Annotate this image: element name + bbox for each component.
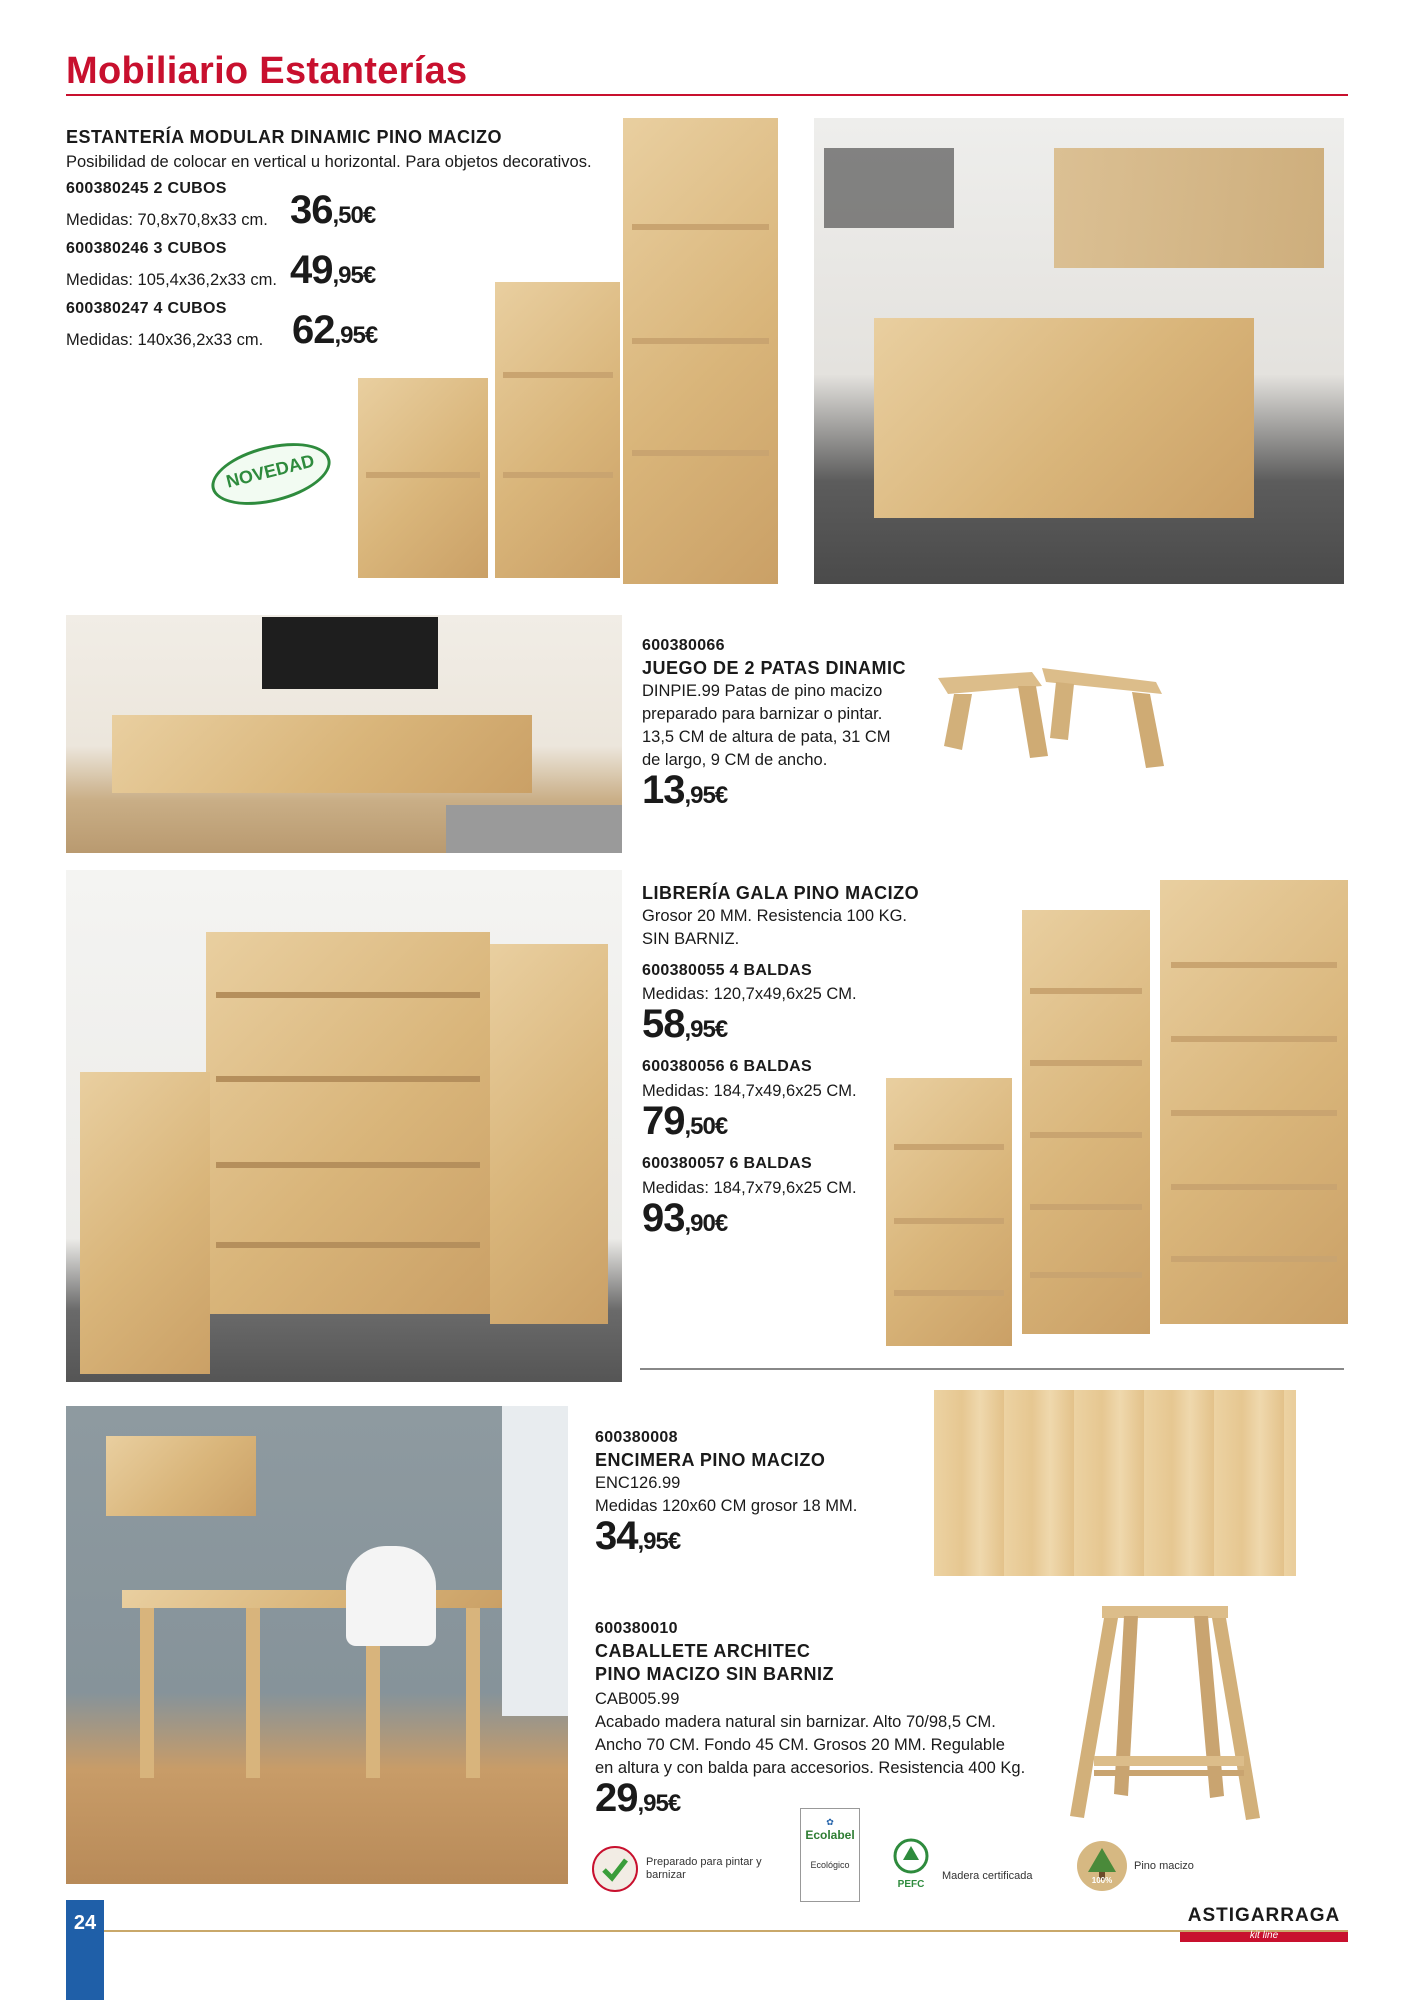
- trestle-image: [1064, 1596, 1296, 1826]
- product3-variant3-code: 600380057 6 BALDAS: [642, 1155, 812, 1172]
- product3-name: LIBRERÍA GALA PINO MACIZO: [642, 883, 920, 903]
- shelf-2-cubes-image: [358, 378, 488, 578]
- product2-desc-line3: 13,5 CM de altura de pata, 31 CM: [642, 728, 891, 746]
- desk-scene-photo: [66, 1406, 568, 1884]
- product1-variant2-size: Medidas: 105,4x36,2x33 cm.: [66, 271, 277, 289]
- shelf-3-cubes-image: [495, 282, 620, 578]
- legs-product-image: [932, 660, 1172, 790]
- brand-tagline: kit line: [1249, 1930, 1279, 1941]
- product3-variant1-size: Medidas: 120,7x49,6x25 CM.: [642, 985, 857, 1003]
- product3-variant2-code: 600380056 6 BALDAS: [642, 1058, 812, 1075]
- certified-wood-label: Madera certificada: [942, 1870, 1033, 1882]
- product1-variant1-size: Medidas: 70,8x70,8x33 cm.: [66, 211, 268, 229]
- section-divider: [640, 1368, 1344, 1370]
- pefc-icon: PEFC: [888, 1838, 934, 1892]
- product2-desc-line4: de largo, 9 CM de ancho.: [642, 751, 828, 769]
- page-number: 24: [66, 1900, 104, 2000]
- bookcase-6-shelves-wide-image: [1160, 880, 1348, 1324]
- product1-variant3-price: 62,95€: [292, 308, 378, 352]
- product2-price: 13,95€: [642, 768, 728, 812]
- product3-variant2-price: 79,50€: [642, 1099, 728, 1143]
- product3-variant2-size: Medidas: 184,7x49,6x25 CM.: [642, 1082, 857, 1100]
- solid-pine-label: Pino macizo: [1134, 1860, 1194, 1872]
- product5-name-line1: CABALLETE ARCHITEC: [595, 1641, 811, 1661]
- product1-variant2-code: 600380246 3 CUBOS: [66, 240, 227, 257]
- product4-desc-line1: ENC126.99: [595, 1474, 681, 1492]
- shelf-4-cubes-image: [623, 118, 778, 584]
- shop-scene-photo: [814, 118, 1344, 584]
- product5-desc-line4: en altura y con balda para accesorios. Resistencia 400 Kg.: [595, 1759, 1026, 1777]
- product3-variant1-price: 58,95€: [642, 1002, 728, 1046]
- product3-variant3-price: 93,90€: [642, 1196, 728, 1240]
- product5-price: 29,95€: [595, 1776, 681, 1820]
- product5-desc-line2: Acabado madera natural sin barnizar. Alto 70/98,5 CM.: [595, 1713, 996, 1731]
- product1-variant1-price: 36,50€: [290, 188, 376, 232]
- product4-name: ENCIMERA PINO MACIZO: [595, 1450, 826, 1470]
- title-divider: [66, 94, 1348, 96]
- pantry-shelving-photo: [66, 870, 622, 1382]
- brand-logo: ASTIGARRAGA: [1187, 1905, 1341, 1926]
- product5-desc-line3: Ancho 70 CM. Fondo 45 CM. Grosos 20 MM. Regulable: [595, 1736, 1005, 1754]
- countertop-image: [934, 1390, 1296, 1576]
- product1-variant3-size: Medidas: 140x36,2x33 cm.: [66, 331, 264, 349]
- product1-variant1-code: 600380245 2 CUBOS: [66, 180, 227, 197]
- novedad-badge: NOVEDAD: [205, 432, 337, 516]
- footer-rule: [104, 1930, 1348, 1932]
- bookcase-4-shelves-image: [886, 1078, 1012, 1346]
- product3-desc-line2: SIN BARNIZ.: [642, 930, 740, 948]
- product1-variant3-code: 600380247 4 CUBOS: [66, 300, 227, 317]
- product2-desc-line1: DINPIE.99 Patas de pino macizo: [642, 682, 883, 700]
- product2-name: JUEGO DE 2 PATAS DINAMIC: [642, 658, 907, 678]
- ecolabel-icon: ✿ Ecolabel Ecológico: [800, 1808, 860, 1902]
- product5-name-line2: PINO MACIZO SIN BARNIZ: [595, 1664, 834, 1684]
- tree-icon: 100%: [1076, 1840, 1128, 1892]
- paintable-badge-label: Preparado para pintar y barnizar: [646, 1856, 762, 1881]
- product3-variant3-size: Medidas: 184,7x79,6x25 CM.: [642, 1179, 857, 1197]
- product3-desc-line1: Grosor 20 MM. Resistencia 100 KG.: [642, 907, 908, 925]
- bookcase-6-shelves-narrow-image: [1022, 910, 1150, 1334]
- product5-code: 600380010: [595, 1620, 678, 1637]
- tv-unit-photo: [66, 615, 622, 853]
- product4-desc-line2: Medidas 120x60 CM grosor 18 MM.: [595, 1497, 858, 1515]
- product1-name: ESTANTERÍA MODULAR DINAMIC PINO MACIZO: [66, 127, 502, 147]
- product2-desc-line2: preparado para barnizar o pintar.: [642, 705, 883, 723]
- product1-desc: Posibilidad de colocar en vertical u horizontal. Para objetos decorativos.: [66, 153, 592, 171]
- page-title: Mobiliario Estanterías: [66, 50, 468, 92]
- product1-variant2-price: 49,95€: [290, 248, 376, 292]
- product4-price: 34,95€: [595, 1514, 681, 1558]
- brush-check-icon: [592, 1846, 638, 1892]
- product2-code: 600380066: [642, 637, 725, 654]
- product3-variant1-code: 600380055 4 BALDAS: [642, 962, 812, 979]
- product5-desc-line1: CAB005.99: [595, 1690, 680, 1708]
- product4-code: 600380008: [595, 1429, 678, 1446]
